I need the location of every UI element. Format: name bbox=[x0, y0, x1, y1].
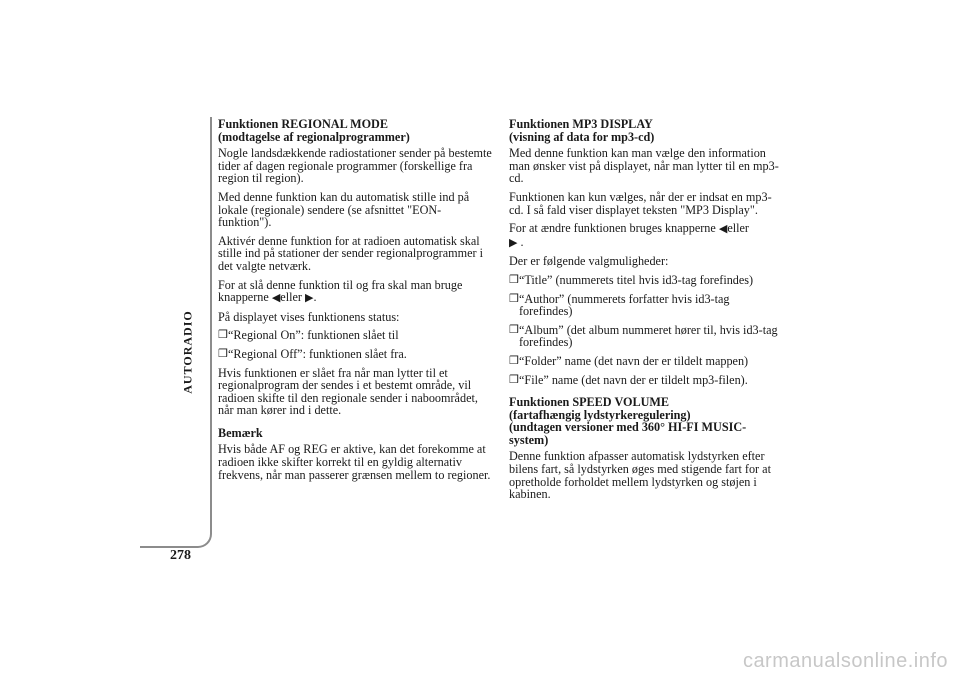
paragraph: Aktivér denne funktion for at radioen automatisk skal stille ind på stationer der sender regionalprogrammer i det valgte netværk. bbox=[218, 233, 483, 273]
list-item: ❒ “Title” (nummerets titel hvis id3-tag forefindes) bbox=[509, 272, 754, 287]
list-item: ❒ “Album” (det album nummeret hører til, hvis id3-tag forefindes) bbox=[509, 322, 778, 350]
note-text: Hvis både AF og REG er aktive, kan det forekomme at radioen ikke skifter korrekt til en gyldig alternativ frekvens, når man passerer grænsen mellem to regioner. bbox=[218, 442, 491, 482]
paragraph: Nogle landsdækkende radiostationer sender på bestemte tider af dagen regionale programmer (forskellige fra region til region). bbox=[218, 146, 492, 186]
speed-volume-heading: Funktionen SPEED VOLUME (fartafhængig lydstyrkeregulering) (undtagen versioner med 360° HI-FI MUSIC-system) bbox=[509, 395, 747, 447]
checkbox-bullet-icon: ❒ bbox=[218, 347, 228, 360]
right-column bbox=[509, 118, 785, 507]
list-item: ❒ “Regional Off”: funktionen slået fra. bbox=[218, 346, 407, 361]
paragraph: Der er følgende valgmuligheder: bbox=[509, 254, 669, 269]
paragraph: Denne funktion afpasser automatisk lydstyrken efter bilens fart, så lydstyrken øges med stigende fart for at opretholde forholdet mellem lydstyrken og støjen i kabinen. bbox=[509, 449, 771, 502]
list-item: ❒ “File” name (det navn der er tildelt mp3-filen). bbox=[509, 372, 748, 387]
watermark-text: carmanualsonline.info bbox=[742, 650, 948, 672]
list-item: ❒ “Author” (nummerets forfatter hvis id3-tag forefindes) bbox=[509, 291, 730, 319]
list-item: ❒ “Folder” name (det navn der er tildelt mappen) bbox=[509, 353, 749, 368]
checkbox-bullet-icon: ❒ bbox=[509, 292, 519, 305]
paragraph: Hvis funktionen er slået fra når man lytter til et regionalprogram der sendes i et bestemt område, vil radioen skifte til den regionale sender i naboområdet, når man kører ind i dette. bbox=[218, 365, 478, 418]
paragraph-buttons: For at ændre funktionen bruges knapperne ◀eller ▶ . bbox=[509, 221, 749, 249]
right-arrow-icon: ▶ bbox=[304, 292, 314, 305]
paragraph: Med denne funktion kan du automatisk stille ind på lokale (regionale) sendere (se afsnittet "EON-funktion"). bbox=[218, 189, 470, 230]
mp3-display-heading: Funktionen MP3 DISPLAY (visning af data for mp3-cd) bbox=[509, 117, 655, 144]
page-number: 278 bbox=[170, 548, 191, 563]
left-arrow-icon: ◀ bbox=[718, 223, 728, 236]
paragraph: Funktionen kan kun vælges, når der er indsat en mp3-cd. I så fald viser displayet teksten "MP3 Display". bbox=[509, 189, 772, 217]
checkbox-bullet-icon: ❒ bbox=[509, 354, 519, 367]
checkbox-bullet-icon: ❒ bbox=[509, 323, 519, 336]
page-margin-bar bbox=[140, 117, 212, 548]
paragraph: Med denne funktion kan man vælge den information man ønsker vist på displayet, når man lytter til en mp3-cd. bbox=[509, 146, 779, 186]
left-arrow-icon: ◀ bbox=[271, 292, 281, 305]
note-heading: Bemærk bbox=[218, 425, 263, 440]
regional-mode-heading: Funktionen REGIONAL MODE (modtagelse af regionalprogrammer) bbox=[218, 117, 410, 144]
left-column bbox=[218, 118, 494, 487]
list-item: ❒ “Regional On”: funktionen slået til bbox=[218, 328, 399, 343]
right-arrow-icon: ▶ bbox=[509, 236, 518, 249]
paragraph: På displayet vises funktionens status: bbox=[218, 309, 400, 324]
checkbox-bullet-icon: ❒ bbox=[509, 273, 519, 286]
paragraph-buttons: For at slå denne funktion til og fra skal man bruge knapperne ◀eller ▶. bbox=[218, 277, 463, 305]
checkbox-bullet-icon: ❒ bbox=[509, 373, 519, 386]
checkbox-bullet-icon: ❒ bbox=[218, 329, 228, 342]
section-tab-label: AUTORADIO bbox=[180, 310, 195, 394]
